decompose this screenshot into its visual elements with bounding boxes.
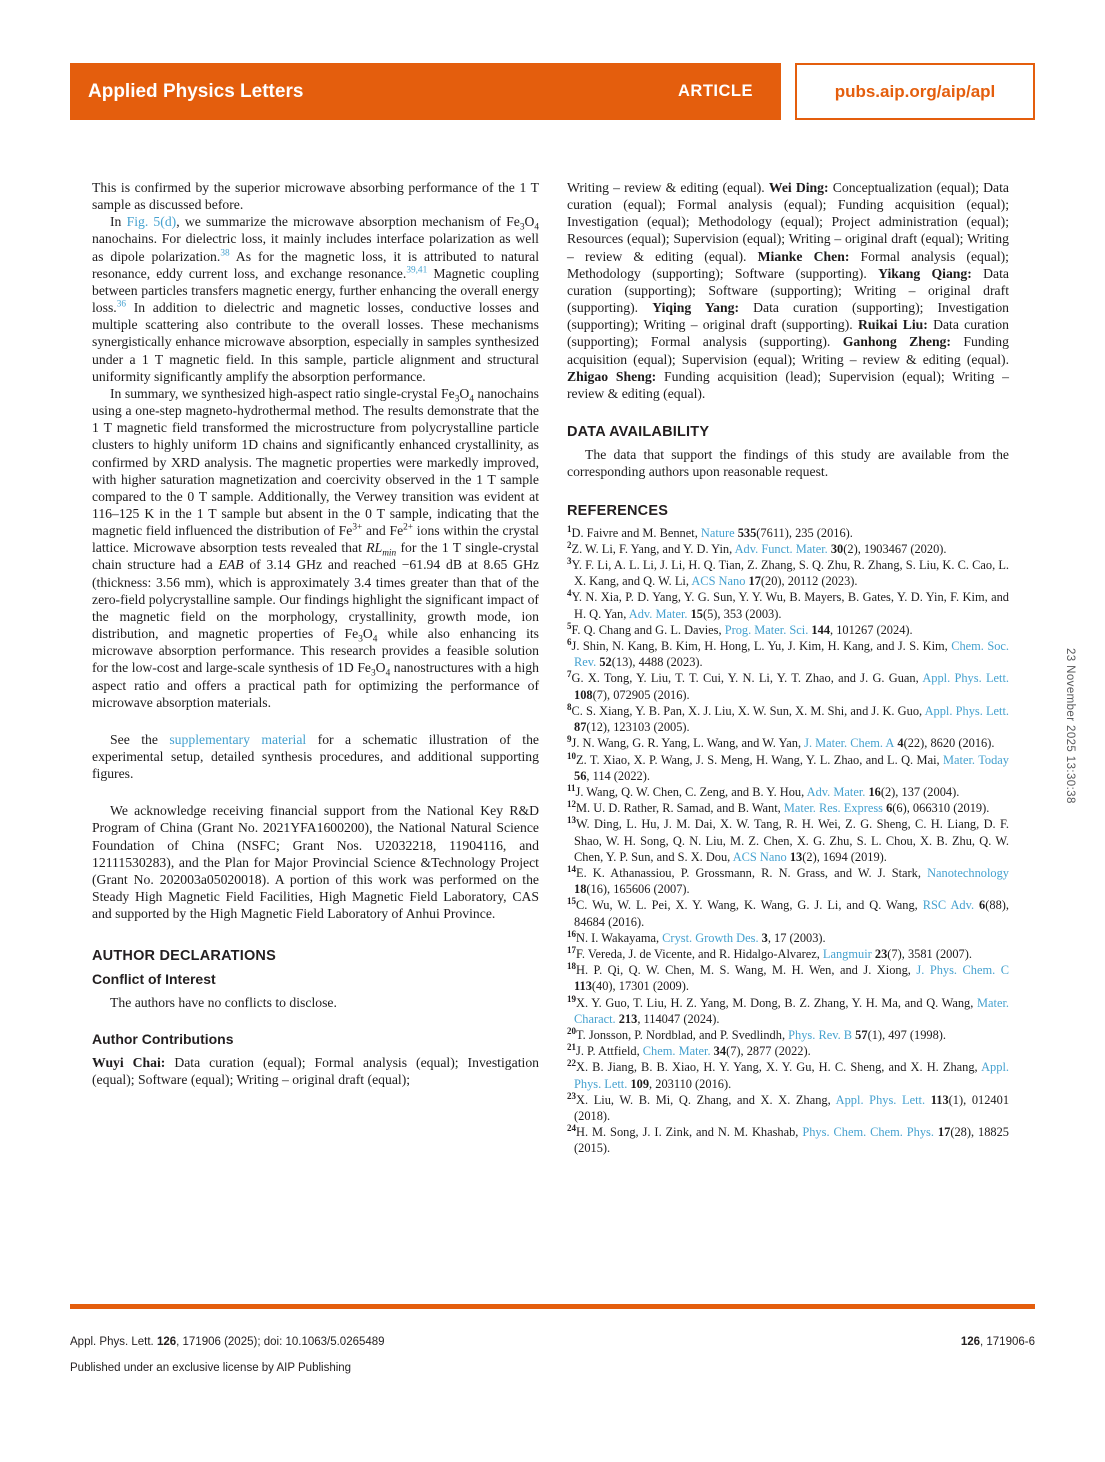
reference-number: 1 xyxy=(567,523,572,534)
paragraph xyxy=(567,446,1009,480)
text-segment: nanochains. For dielectric loss, it mainly includes interface polarization as well as dipole polarization. xyxy=(92,231,539,264)
text-segment: Formal analysis (equal); Methodology (supporting); Software (supporting). xyxy=(567,248,1009,281)
text-segment: 30 xyxy=(827,541,844,556)
reference-number: 24 xyxy=(567,1123,576,1134)
reference-item xyxy=(567,930,1009,946)
text-segment: F. Vereda, J. de Vicente, and R. Hidalgo-Alvarez, xyxy=(576,946,823,961)
text-segment: J. N. Wang, G. R. Yang, L. Wang, and W. Yan, xyxy=(571,736,805,751)
text-segment: 4 xyxy=(372,634,378,645)
citation-link[interactable]: 38 xyxy=(220,248,230,259)
inline-link[interactable]: Chem. Mater. xyxy=(642,1044,711,1059)
text-segment: Appl. Phys. Lett. xyxy=(70,1336,157,1348)
inline-link[interactable]: Cryst. Growth Des. xyxy=(662,930,759,945)
text-segment: See the xyxy=(110,731,170,747)
text-segment: (13), 4488 (2023). xyxy=(611,655,703,670)
paragraph xyxy=(92,385,539,711)
footer-license: Published under an exclusive license by AIP Publishing xyxy=(70,1362,352,1374)
text-segment: In xyxy=(110,214,127,230)
reference-item xyxy=(567,816,1009,865)
inline-link[interactable]: Appl. Phys. Lett. xyxy=(922,671,1009,686)
footer-page-number xyxy=(961,1336,1035,1348)
reference-number: 17 xyxy=(567,944,576,955)
text-segment: Data curation (supporting); Investigation (supporting); Writing – original draft (supporting). xyxy=(567,300,1010,333)
text-segment: The authors have no conflicts to disclose. xyxy=(110,994,337,1010)
reference-item xyxy=(567,1043,1009,1059)
page-header xyxy=(70,63,1035,120)
text-segment: T. Jonsson, P. Nordblad, and P. Svedlindh, xyxy=(576,1027,789,1042)
text-segment: O xyxy=(459,385,470,401)
reference-number: 2 xyxy=(567,539,572,550)
reference-number: 9 xyxy=(567,734,572,745)
inline-link[interactable]: ACS Nano xyxy=(691,574,746,589)
text-segment: Data curation (supporting); Software (supporting); Writing – original draft (supporting). xyxy=(567,265,1010,316)
reference-item xyxy=(567,638,1009,670)
reference-item xyxy=(567,800,1009,816)
inline-link[interactable]: J. Phys. Chem. C xyxy=(916,963,1009,978)
section-heading: REFERENCES xyxy=(567,502,669,519)
text-segment: Zhigao Sheng: xyxy=(567,368,657,384)
reference-item xyxy=(567,1124,1009,1156)
journal-banner xyxy=(70,63,781,120)
text-segment: 23 xyxy=(871,946,888,961)
text-segment: N. I. Wakayama, xyxy=(576,930,663,945)
paragraph xyxy=(92,179,539,213)
text-segment: 3+ xyxy=(352,522,363,533)
text-segment: F. Q. Chang and G. L. Davies, xyxy=(571,622,725,637)
inline-link[interactable]: Fig. 5(d) xyxy=(126,214,177,230)
text-segment: , 101267 (2024). xyxy=(830,622,913,637)
text-segment: Data curation (supporting); Formal analysis (supporting). xyxy=(567,317,1009,350)
inline-link[interactable]: RSC Adv. xyxy=(922,898,975,913)
text-segment: 17 xyxy=(933,1125,951,1140)
reference-number: 16 xyxy=(567,928,576,939)
text-segment: C. Wu, W. L. Pei, X. Y. Wang, K. Wang, G. J. Li, and Q. Wang, xyxy=(576,898,923,913)
inline-link[interactable]: Phys. Chem. Chem. Phys. xyxy=(802,1125,934,1140)
text-segment: (1), 012401 (2018). xyxy=(574,1092,1010,1123)
text-segment: Ruikai Liu: xyxy=(857,317,928,333)
text-segment: H. P. Qi, Q. W. Chen, M. S. Wang, M. H. Wen, and J. Xiong, xyxy=(576,963,917,978)
text-segment: Funding acquisition (lead); Supervision (equal); Writing – review & editing (equal). xyxy=(567,368,1009,401)
reference-number: 7 xyxy=(567,669,572,680)
reference-number: 6 xyxy=(567,636,572,647)
text-segment: , 17 (2003). xyxy=(767,930,826,945)
text-segment: 2+ xyxy=(403,522,414,533)
reference-item xyxy=(567,525,1009,541)
text-segment: J. P. Attfield, xyxy=(576,1044,643,1059)
reference-number: 22 xyxy=(567,1058,576,1069)
text-segment: As for the magnetic loss, it is attributed to natural resonance, eddy current loss, and exchange resonance. xyxy=(92,248,539,281)
reference-number: 19 xyxy=(567,993,576,1004)
reference-item xyxy=(567,1092,1009,1124)
text-segment: Writing – review & editing (equal). xyxy=(567,180,769,195)
text-segment: 4 xyxy=(469,394,474,405)
text-segment: 113 xyxy=(574,979,592,994)
text-segment: (7611), 235 (2016). xyxy=(756,525,853,540)
text-segment: Magnetic coupling between particles transfers magnetic energy, further enhancing the overall energy loss. xyxy=(92,265,539,316)
text-segment: Wuyi Chai: xyxy=(92,1055,166,1071)
reference-number: 21 xyxy=(567,1042,576,1053)
text-segment: 4 xyxy=(385,669,391,680)
text-segment: for a schematic illustration of the experimental setup, detailed synthesis procedures, and additional supporting figures. xyxy=(92,731,539,782)
text-segment: , 114047 (2024). xyxy=(637,1011,720,1026)
text-segment: O xyxy=(362,626,373,642)
inline-link[interactable]: Appl. Phys. Lett. xyxy=(835,1092,926,1107)
text-segment: (7), 072905 (2016). xyxy=(592,687,690,702)
reference-item xyxy=(567,995,1009,1027)
text-segment: Data curation (equal); Formal analysis (equal); Investigation (equal); Software (equal); Writing – original draft (equal); xyxy=(92,1055,540,1088)
reference-item xyxy=(567,946,1009,962)
text-segment: (7), 2877 (2022). xyxy=(726,1044,811,1059)
text-segment: 144 xyxy=(808,622,831,637)
inline-link[interactable]: J. Mater. Chem. A xyxy=(804,736,895,751)
inline-link[interactable]: Phys. Rev. B xyxy=(788,1027,853,1042)
reference-number: 10 xyxy=(567,750,576,761)
text-segment: 56 xyxy=(574,768,587,783)
text-segment: 3 xyxy=(519,223,525,234)
text-segment: (88), 84684 (2016). xyxy=(574,898,1009,929)
publisher-url-link[interactable]: pubs.aip.org/aip/apl xyxy=(834,81,996,101)
text-segment: nanochains using a one-step magneto-hydrothermal method. The results demonstrate that the 1 T magnetic field transformed the microstructure from polycrystalline particle clusters to highly uniform 1D chains and significantly enhanced crystallinity, as confirmed by XRD analysis. The magnetic properties were markedly improved, with higher saturation magnetization and coercivity observed in the 1 T sample compared to the 0 T sample. Additionally, the Verwey transition was evident at 116–125 K in the 1 T sample but absent in the 0 T sample, indicating that the magnetic field influenced the distribution of Fe xyxy=(92,385,540,539)
reference-number: 23 xyxy=(567,1090,576,1101)
text-segment: M. U. D. Rather, R. Samad, and B. Want, xyxy=(576,801,784,816)
text-segment: 108 xyxy=(574,687,593,702)
text-segment: 109 xyxy=(627,1076,650,1091)
reference-item xyxy=(567,897,1009,929)
text-segment: (1), 497 (1998). xyxy=(867,1027,947,1042)
reference-item xyxy=(567,1027,1009,1043)
reference-item xyxy=(567,622,1009,638)
reference-item xyxy=(567,703,1009,735)
text-segment: E. K. Athanassiou, P. Grossmann, R. N. Grass, and W. J. Stark, xyxy=(576,865,928,880)
text-segment: (7), 3581 (2007). xyxy=(887,946,972,961)
text-segment: W. Ding, L. Hu, J. M. Dai, X. W. Tang, R. H. Wei, Z. G. Sheng, C. H. Liang, D. F. Shao, W. H. Song, Q. N. Liu, M. Z. Chen, X. G. Zhu, S. L. Chou, X. B. Zhu, Q. W. Chen, Y. P. Sun, and S. X. Dou, xyxy=(574,817,1009,864)
reference-number: 4 xyxy=(567,588,572,599)
text-segment: 535 xyxy=(734,525,757,540)
text-segment: In addition to dielectric and magnetic losses, conductive losses and multiple scattering also contribute to the overall losses. These mechanisms synergistically enhance microwave absorption, especially in samples synthesized under a 1 T magnetic field. In this sample, particle alignment and structural uniformity significantly amplify the absorption performance. xyxy=(92,300,539,384)
inline-link[interactable]: Mater. Charact. xyxy=(574,995,1009,1026)
text-segment: , 203110 (2016). xyxy=(649,1076,732,1091)
paragraph xyxy=(92,1054,539,1088)
text-segment: O xyxy=(375,660,386,676)
reference-item xyxy=(567,962,1009,994)
text-segment: O xyxy=(524,214,535,230)
text-segment: (28), 18825 (2015). xyxy=(574,1125,1009,1156)
reference-item xyxy=(567,541,1009,557)
reference-number: 14 xyxy=(567,863,576,874)
reference-item xyxy=(567,1059,1009,1091)
inline-link[interactable]: Nature xyxy=(700,525,735,540)
text-segment: Z. W. Li, F. Yang, and Y. D. Yin, xyxy=(571,541,735,556)
paragraph xyxy=(92,994,539,1011)
text-segment: This is confirmed by the superior microwave absorbing performance of the 1 T sample as discussed before. xyxy=(92,180,539,213)
text-segment: 15 xyxy=(687,606,703,621)
reference-item xyxy=(567,589,1009,621)
reference-number: 11 xyxy=(567,782,576,793)
paragraph xyxy=(92,213,539,385)
text-segment: C. S. Xiang, Y. B. Pan, X. J. Liu, X. W. Sun, X. M. Shi, and J. K. Guo, xyxy=(571,703,925,718)
text-segment: and Fe xyxy=(362,523,404,539)
right-column xyxy=(567,179,1009,1157)
footer-citation-row xyxy=(70,1336,1035,1348)
text-segment: (2), 1694 (2019). xyxy=(802,849,887,864)
inline-link[interactable]: Mater. Today xyxy=(943,752,1009,767)
text-segment: EAB xyxy=(218,557,244,573)
text-segment: (5), 353 (2003). xyxy=(702,606,782,621)
text-segment: J. Shin, N. Kang, B. Kim, H. Hong, L. Yu, J. Kim, H. Kang, and J. S. Kim, xyxy=(571,639,952,654)
text-segment: RL xyxy=(366,540,383,556)
publisher-url-box xyxy=(795,63,1035,120)
citation-link[interactable]: 36 xyxy=(116,299,127,310)
inline-link[interactable]: Appl. Phys. Lett. xyxy=(924,703,1010,718)
article-type-label: ARTICLE xyxy=(678,82,753,100)
text-segment: ions within the crystal lattice. Microwave absorption tests revealed that xyxy=(92,523,539,556)
reference-number: 12 xyxy=(567,798,576,809)
left-column xyxy=(92,179,539,1088)
text-segment: D. Faivre and M. Bennet, xyxy=(571,525,701,540)
inline-link[interactable]: Adv. Mater. xyxy=(628,606,688,621)
inline-link[interactable]: Appl. Phys. Lett. xyxy=(574,1060,1009,1091)
text-segment: J. Wang, Q. W. Chen, C. Zeng, and B. Y. Hou, xyxy=(575,784,807,799)
text-segment: Wei Ding: xyxy=(768,180,829,195)
reference-item xyxy=(567,865,1009,897)
text-segment: while also enhancing its microwave absorption performance. This research provides a feasible solution for the low-cost and large-scale synthesis of 1D Fe xyxy=(92,626,539,676)
text-segment: (20), 20112 (2023). xyxy=(760,574,858,589)
text-segment: 3 xyxy=(454,394,460,405)
text-segment: for the 1 T single-crystal chain structure had a xyxy=(92,540,539,573)
reference-number: 18 xyxy=(567,961,576,972)
reference-item xyxy=(567,557,1009,589)
footer-citation xyxy=(70,1336,385,1348)
inline-link[interactable]: Adv. Mater. xyxy=(806,784,866,799)
text-segment: 52 xyxy=(596,655,612,670)
inline-link[interactable]: Prog. Mater. Sci. xyxy=(724,622,809,637)
text-segment: X. Y. Guo, T. Liu, H. Z. Yang, M. Dong, B. Z. Zhang, Y. H. Ma, and Q. Wang, xyxy=(576,995,977,1010)
text-segment: 213 xyxy=(615,1011,638,1026)
section-heading: AUTHOR DECLARATIONS xyxy=(92,948,276,965)
text-segment: 3 xyxy=(758,930,768,945)
text-segment: Mianke Chen: xyxy=(757,248,850,264)
reference-number: 13 xyxy=(567,815,576,826)
reference-item xyxy=(567,735,1009,751)
text-segment: 4 xyxy=(534,223,540,234)
text-segment: 4 xyxy=(894,736,904,751)
text-segment: , 171906 (2025); doi: 10.1063/5.0265489 xyxy=(176,1336,385,1348)
text-segment: X. B. Jiang, B. B. Xiao, H. Y. Yang, X. Y. Gu, H. C. Sheng, and X. H. Zhang, xyxy=(576,1060,982,1075)
text-segment: , 114 (2022). xyxy=(586,768,650,783)
reference-item xyxy=(567,670,1009,702)
footer-rule xyxy=(70,1304,1035,1309)
text-segment: 126 xyxy=(156,1336,177,1348)
text-segment: 87 xyxy=(574,720,587,735)
text-segment: (22), 8620 (2016). xyxy=(903,736,995,751)
text-segment: min xyxy=(382,549,397,560)
text-segment: 113 xyxy=(925,1092,949,1107)
inline-link[interactable]: Chem. Soc. Rev. xyxy=(574,639,1009,670)
section-heading: DATA AVAILABILITY xyxy=(567,424,710,441)
text-segment: 16 xyxy=(865,784,881,799)
text-segment: of 3.14 GHz and reached −61.94 dB at 8.65 GHz (thickness: 3.56 mm), which is approximately 3.4 times greater than that of the zero-field polycrystalline sample. Our findings highlight the significant impact of the magnetic field on the morphology, crystallinity, growth mode, ion distribution, and magnetic properties of Fe xyxy=(92,557,539,642)
inline-link[interactable]: ACS Nano xyxy=(732,849,787,864)
inline-link[interactable]: Adv. Funct. Mater. xyxy=(734,541,828,556)
inline-link[interactable]: Mater. Res. Express xyxy=(783,801,883,816)
journal-title: Applied Physics Letters xyxy=(88,80,304,102)
paragraph xyxy=(92,802,539,922)
text-segment: Z. T. Xiao, X. P. Wang, J. S. Meng, H. Wang, Y. L. Zhao, and L. Q. Mai, xyxy=(576,752,944,767)
reference-number: 5 xyxy=(567,620,572,631)
text-segment: Yikang Qiang: xyxy=(878,265,972,281)
text-segment: G. X. Tong, Y. Liu, T. T. Cui, Y. N. Li, Y. T. Zhao, and J. G. Guan, xyxy=(571,671,923,686)
inline-link[interactable]: supplementary material xyxy=(169,731,307,747)
access-timestamp: 23 November 2025 13:30:38 xyxy=(1064,648,1076,804)
text-segment: 6 xyxy=(974,898,986,913)
text-segment: (2), 1903467 (2020). xyxy=(843,541,947,556)
reference-item xyxy=(567,784,1009,800)
text-segment: 17 xyxy=(745,574,761,589)
text-segment: 126 xyxy=(960,1336,980,1348)
text-segment: 6 xyxy=(882,801,893,816)
text-segment: The data that support the findings of this study are available from the corresponding authors upon reasonable request. xyxy=(567,447,1009,480)
text-segment: (40), 17301 (2009). xyxy=(591,979,689,994)
reference-number: 15 xyxy=(567,896,576,907)
text-segment: Ganhong Zheng: xyxy=(842,334,951,350)
text-segment: (6), 066310 (2019). xyxy=(892,801,990,816)
text-segment: Conceptualization (equal); Data curation (equal); Formal analysis (equal); Funding acquisition (equal); Investigation (equal); Methodology (equal); Project administration (equal); Resources (equal); Supervision (equal); Writing – original draft (equal); Writing – review & editing (equal). xyxy=(567,180,1010,264)
text-segment: , we summarize the microwave absorption mechanism of Fe xyxy=(176,214,520,230)
paragraph xyxy=(92,731,539,782)
subsection-heading: Author Contributions xyxy=(92,1030,234,1047)
text-segment: We acknowledge receiving financial support from the National Key R&D Program of China (Grant No. 2021YFA1600200), the National Natural Science Foundation of China (NSFC; Grant Nos. U2032218, 11904116, and 12111530283), and the Plan for Major Provincial Science &Technology Project (Grant No. 202003a05020018). A portion of this work was performed on the Steady High Magnetic Field Facilities, High Magnetic Field Laboratory, CAS and supported by the High Magnetic Field Laboratory of Anhui Province. xyxy=(92,803,539,922)
reference-number: 3 xyxy=(567,555,572,566)
text-segment: 13 xyxy=(786,849,803,864)
inline-link[interactable]: Nanotechnology xyxy=(927,865,1009,880)
text-segment: nanostructures with a high aspect ratio and offers a practical path for optimizing the performance of microwave absorption materials. xyxy=(92,660,539,710)
text-segment: Funding acquisition (equal); Supervision (equal); Writing – review & editing (equal). xyxy=(567,334,1009,367)
text-segment: Y. N. Xia, P. D. Yang, Y. G. Sun, Y. Y. Wu, B. Mayers, B. Gates, Y. D. Yin, F. Kim, and H. Q. Yan, xyxy=(571,590,1009,621)
subsection-heading: Conflict of Interest xyxy=(92,970,216,987)
text-segment: 57 xyxy=(852,1027,868,1042)
reference-item xyxy=(567,752,1009,784)
text-segment: (16), 165606 (2007). xyxy=(586,882,690,897)
text-segment: 3 xyxy=(371,669,376,680)
text-segment: 3 xyxy=(358,634,363,645)
text-segment: (2), 137 (2004). xyxy=(880,784,960,799)
reference-number: 20 xyxy=(567,1025,576,1036)
text-segment: H. M. Song, J. I. Zink, and N. M. Khashab, xyxy=(576,1125,803,1140)
text-segment: , 171906-6 xyxy=(980,1336,1035,1348)
paragraph xyxy=(567,179,1009,402)
text-segment: In summary, we synthesized high-aspect ratio single-crystal Fe xyxy=(110,385,455,401)
text-segment: Yiqing Yang: xyxy=(652,300,740,316)
reference-number: 8 xyxy=(567,701,572,712)
citation-link[interactable]: 39,41 xyxy=(406,265,428,276)
text-segment: Y. F. Li, A. L. Li, J. Li, H. Q. Tian, Z. Zhang, S. Q. Zhu, R. Zhang, S. Liu, K. C. Cao, L. X. Kang, and Q. W. Li, xyxy=(571,558,1009,589)
text-segment: 34 xyxy=(710,1044,727,1059)
text-segment: 18 xyxy=(574,882,587,897)
inline-link[interactable]: Langmuir xyxy=(822,946,872,961)
text-segment: X. Liu, W. B. Mi, Q. Zhang, and X. X. Zhang, xyxy=(576,1092,836,1107)
text-segment: (12), 123103 (2005). xyxy=(586,720,690,735)
